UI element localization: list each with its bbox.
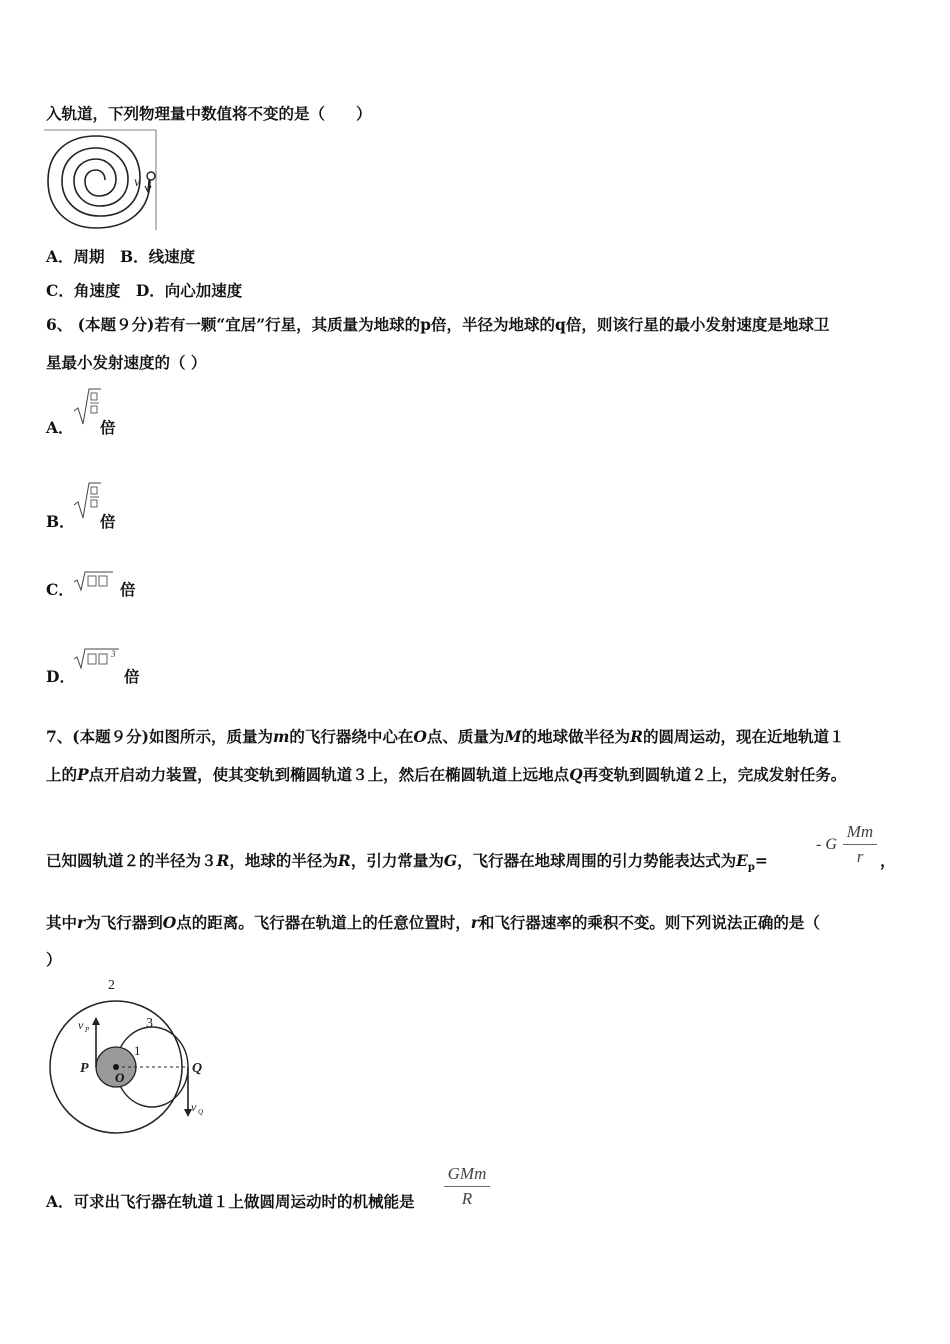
spiral-figure — [44, 130, 160, 232]
ep-fraction — [843, 822, 877, 867]
q6-option-b-sqrt — [73, 480, 103, 522]
q6-option-d-label: D． — [46, 667, 75, 686]
q6-option-d-sqrt — [73, 646, 123, 670]
q6-option-d-exponent: 3 — [111, 649, 116, 659]
q7-option-a-denominator: R — [461, 1189, 473, 1208]
q6-option-d — [46, 665, 75, 687]
q6-option-c-label: C． — [46, 580, 74, 599]
orbit-label-vq: v — [191, 1100, 197, 1114]
orbit-label-o: O — [115, 1070, 125, 1085]
q7-stem-line1: 7、(本题９分)如图所示，质量为m的飞行器绕中心在O点、质量为M的地球做半径为R的圆周运动，现在近地轨道１ — [46, 727, 845, 746]
orbit-label-vq-sub: Q — [198, 1108, 204, 1116]
q7-option-a: A．可求出飞行器在轨道１上做圆周运动时的机械能是 — [46, 1192, 415, 1211]
q7-stem-line2: 上的P点开启动力装置，使其变轨到椭圆轨道３上，然后在椭圆轨道上远地点Q再变轨到圆轨道２上，完成发射任务。 — [46, 765, 847, 784]
orbit-label-2: 2 — [108, 978, 115, 993]
spiral-v-label: v — [134, 175, 141, 190]
q6-option-a-label: A． — [46, 418, 74, 437]
ep-denominator: r — [856, 847, 864, 866]
q7-line3-end: ， — [880, 851, 896, 870]
q6-option-b — [46, 510, 75, 532]
q6-option-a — [46, 416, 74, 438]
q5-stem-tail: 入轨道，下列物理量中数值将不变的是（ ） — [46, 104, 372, 123]
q6-option-c-sqrt — [73, 570, 115, 592]
ep-formula-prefix: - G — [816, 836, 837, 853]
q7-stem-line3: 已知圆轨道２的半径为３R，地球的半径为R，引力常量为G，飞行器在地球周围的引力势能表达式为$E_p=$ — [46, 851, 768, 874]
q6-option-b-label: B． — [46, 512, 75, 531]
q6-option-c-suffix: 倍 — [120, 580, 136, 599]
q7-stem-line5: ） — [46, 950, 62, 969]
q5-options-row1: A．周期 B．线速度 — [46, 247, 196, 266]
q7-option-a-fraction — [444, 1164, 490, 1209]
q7-stem-line4: 其中r为飞行器到O点的距离。飞行器在轨道上的任意位置时，r和飞行器速率的乘积不变。则下列说法正确的是（ — [46, 913, 820, 932]
q6-stem-line2: 星最小发射速度的（ ） — [46, 353, 207, 372]
orbit-label-p: P — [80, 1061, 89, 1076]
q6-option-d-suffix: 倍 — [124, 667, 140, 686]
q6-option-c — [46, 578, 74, 600]
orbit-label-q: Q — [192, 1061, 203, 1076]
q6-option-a-suffix: 倍 — [100, 418, 116, 437]
ep-numerator: Mm — [846, 822, 874, 841]
q6-option-b-suffix: 倍 — [100, 512, 116, 531]
q6-option-a-sqrt — [73, 386, 103, 428]
orbit-label-1: 1 — [134, 1043, 141, 1058]
orbit-label-vp: v — [78, 1018, 84, 1032]
orbit-label-vp-sub: P — [85, 1026, 90, 1034]
q5-options-row2: C．角速度 D．向心加速度 — [46, 281, 243, 300]
orbit-label-3: 3 — [146, 1016, 153, 1031]
orbit-figure — [40, 975, 220, 1135]
q6-stem-line1: 6、 (本题９分)若有一颗“宜居”行星，其质量为地球的p倍，半径为地球的q倍，则该行星的最小发射速度是地球卫 — [46, 315, 830, 334]
q7-option-a-numerator: GMm — [447, 1164, 487, 1183]
